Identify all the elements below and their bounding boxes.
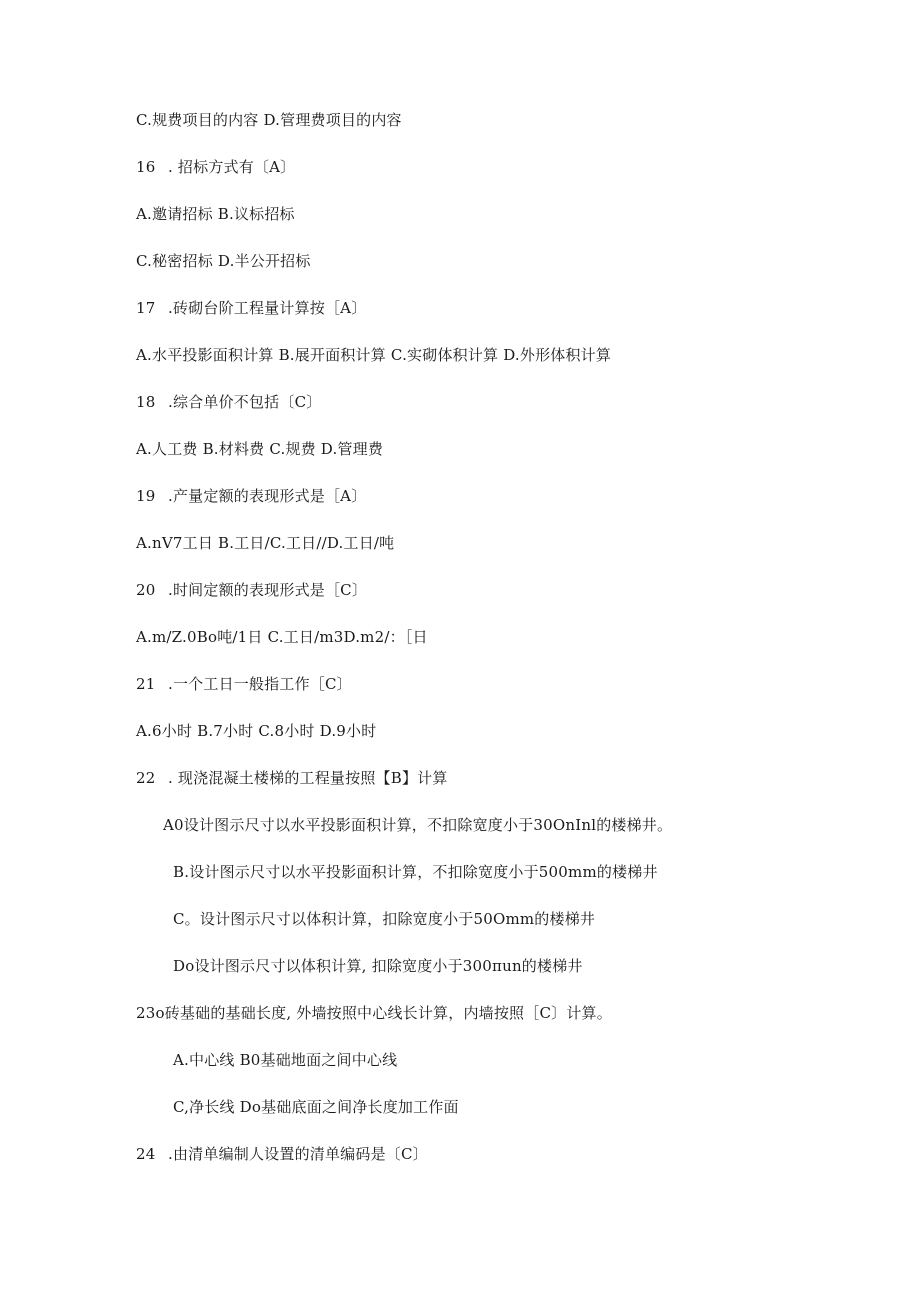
question-24: 24 .由清单编制人设置的清单编码是〔C〕 xyxy=(136,1145,428,1163)
question-number: 22 xyxy=(136,769,156,787)
question-19: 19 .产量定额的表现形式是［A〕 xyxy=(136,487,367,505)
question-number: 18 xyxy=(136,393,156,411)
question-number: 20 xyxy=(136,581,156,599)
option-line: C,净长线 Do基础底面之间净长度加工作面 xyxy=(173,1098,459,1116)
option-line: A0设计图示尺寸以水平投影面积计算，不扣除宽度小于30OnInl的楼梯井。 xyxy=(163,816,673,834)
option-line: C.规费项目的内容 D.管理费项目的内容 xyxy=(136,111,402,129)
question-23: 23o砖基础的基础长度, 外墙按照中心线长计算，内墙按照［C〕计算。 xyxy=(136,1004,612,1022)
option-line: B.设计图示尺寸以水平投影面积计算，不扣除宽度小于500mm的楼梯井 xyxy=(173,863,658,881)
option-line: C.秘密招标 D.半公开招标 xyxy=(136,252,311,270)
option-line: A.nV7工日 B.工日/C.工日//D.工日/吨 xyxy=(136,534,395,552)
question-number: 21 xyxy=(136,675,156,693)
question-number: 16 xyxy=(136,158,156,176)
option-line: A.邀请招标 B.议标招标 xyxy=(136,205,295,223)
question-21: 21 .一个工日一般指工作［C〕 xyxy=(136,675,352,693)
question-20: 20 .时间定额的表现形式是［C〕 xyxy=(136,581,368,599)
option-line: A.中心线 B0基础地面之间中心线 xyxy=(173,1051,398,1069)
option-line: A.水平投影面积计算 B.展开面积计算 C.实砌体积计算 D.外形体积计算 xyxy=(136,346,612,364)
question-17: 17 .砖砌台阶工程量计算按［A〕 xyxy=(136,299,367,317)
question-22: 22 . 现浇混凝土楼梯的工程量按照【B】计算 xyxy=(136,769,448,787)
option-line: A.人工费 B.材料费 C.规费 D.管理费 xyxy=(136,440,384,458)
question-number: 17 xyxy=(136,299,156,317)
question-18: 18 .综合单价不包括〔C〕 xyxy=(136,393,322,411)
question-number: 19 xyxy=(136,487,156,505)
option-line: A.m/Z.0Bo吨/1日 C.工日/m3D.m2/：［日 xyxy=(136,628,428,646)
question-16: 16 . 招标方式有〔A〕 xyxy=(136,158,296,176)
option-line: A.6小时 B.7小时 C.8小时 D.9小时 xyxy=(136,722,377,740)
question-number: 24 xyxy=(136,1145,156,1163)
option-line: Do设计图示尺寸以体积计算, 扣除宽度小于300πun的楼梯井 xyxy=(173,957,583,975)
option-line: C。设计图示尺寸以体积计算，扣除宽度小于50Omm的楼梯井 xyxy=(173,910,596,928)
